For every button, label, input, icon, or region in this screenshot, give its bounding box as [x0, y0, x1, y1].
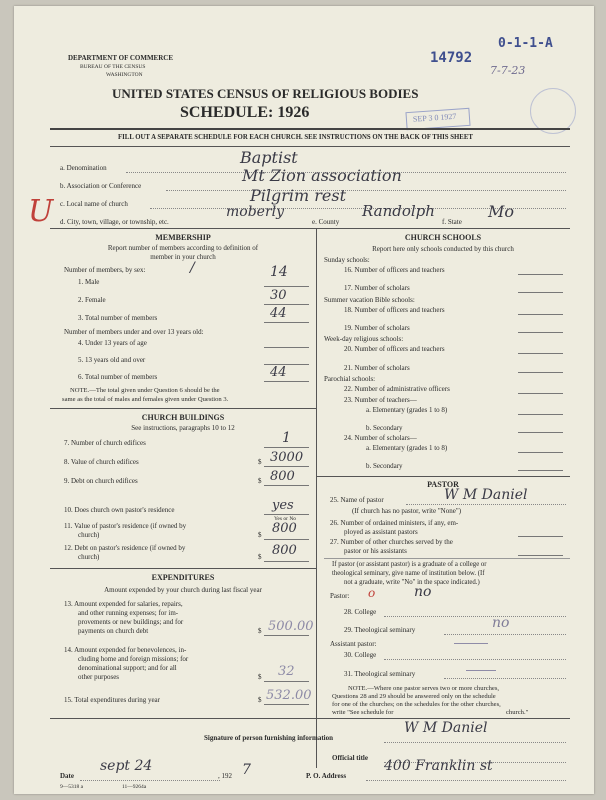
grad-note-3: not a graduate, write "No" in the space indicated.)	[344, 579, 480, 586]
po-address-value: 400 Franklin st	[384, 758, 493, 774]
q8-value: 3000	[270, 450, 304, 465]
q15-value: 532.00	[266, 688, 312, 703]
weekday-label: Week-day religious schools:	[324, 335, 404, 343]
yes-no-hint: Yes or No	[274, 516, 297, 522]
classification-code: 0-1-1-A	[498, 36, 553, 51]
male-slash: /	[190, 260, 195, 276]
q12-value: 800	[272, 543, 297, 558]
form-number: 9—5318 a	[60, 784, 84, 790]
q28-label: 28. College	[344, 608, 377, 616]
q14-value: 32	[278, 664, 295, 679]
q13-label-2: and other running expenses; for im-	[78, 609, 179, 617]
q24b-label: b. Secondary	[366, 462, 403, 470]
pastor-college-answer: no	[414, 584, 432, 600]
date-value: sept 24	[100, 758, 153, 774]
q23a-label: a. Elementary (grades 1 to 8)	[366, 406, 448, 414]
q13-dollar: $	[258, 627, 262, 635]
q12-dollar: $	[258, 553, 262, 561]
q8-dollar: $	[258, 458, 262, 466]
stamp-text: SEP 3 0 1927	[412, 111, 457, 124]
q27-label-2: pastor or his assistants	[344, 547, 407, 555]
under-over-label: Number of members under and over 13 years old:	[64, 328, 204, 336]
q11-label-2: church)	[78, 531, 100, 539]
received-stamp	[405, 108, 470, 130]
q25-note: (If church has no pastor, write "None")	[352, 507, 462, 515]
signature-value: W M Daniel	[404, 720, 488, 736]
q9-value: 800	[270, 469, 295, 484]
county-label: e. County	[312, 218, 340, 226]
q26-label-2: ployed as assistant pastors	[344, 528, 418, 536]
q1-label: 1. Male	[78, 278, 100, 286]
denomination-value: Baptist	[240, 148, 298, 167]
q3-label: 3. Total number of members	[78, 314, 158, 322]
q14-label-2: cluding home and foreign missions; for	[78, 655, 189, 663]
print-number: 11—9264a	[122, 784, 147, 790]
q11-value: 800	[272, 521, 297, 536]
pastor-title: PASTOR	[427, 480, 459, 489]
q22-label: 22. Number of administrative officers	[344, 385, 450, 393]
bureau-label: BUREAU OF THE CENSUS	[80, 64, 146, 70]
q11-dollar: $	[258, 531, 262, 539]
pastor-note-4: write "See schedule for	[332, 709, 394, 716]
q7-label: 7. Number of church edifices	[64, 439, 146, 447]
city-label: WASHINGTON	[106, 72, 143, 78]
q9-label: 9. Debt on church edifices	[64, 477, 138, 485]
q9-dollar: $	[258, 477, 262, 485]
county-value: Randolph	[362, 202, 435, 220]
q30-label: 30. College	[344, 651, 377, 659]
q16-label: 16. Number of officers and teachers	[344, 266, 445, 274]
q24a-label: a. Elementary (grades 1 to 8)	[366, 444, 448, 452]
city-field-label: d. City, town, village, or township, etc.	[60, 218, 169, 226]
pastor-note-1: NOTE.—Where one pastor serves two or more churches,	[348, 685, 500, 692]
by-sex-label: Number of members, by sex:	[64, 266, 146, 274]
schedule-title: SCHEDULE: 1926	[180, 104, 310, 121]
q11-label-1: 11. Value of pastor's residence (if owned by	[64, 522, 187, 530]
q20-label: 20. Number of officers and teachers	[344, 345, 445, 353]
pastor-sublabel: Pastor:	[330, 592, 350, 600]
q1-value: 14	[270, 264, 288, 280]
q3-value: 44	[270, 306, 287, 321]
q2-label: 2. Female	[78, 296, 106, 304]
q6-value: 44	[270, 365, 287, 380]
date-label: Date	[60, 772, 74, 780]
expenditures-title: EXPENDITURES	[151, 573, 215, 582]
q10-label: 10. Does church own pastor's residence	[64, 506, 175, 514]
pastor-note-3: for one of the churches; on the schedules for the other churches,	[332, 701, 501, 708]
q13-label-4: payments on church debt	[78, 627, 149, 635]
q7-value: 1	[282, 430, 291, 446]
grad-note-1: If pastor (or assistant pastor) is a graduate of a college or	[332, 561, 487, 568]
q19-label: 19. Number of scholars	[344, 324, 410, 332]
grad-note-2: theological seminary, give name of institution below. (If	[332, 570, 485, 577]
year-value: 7	[242, 762, 251, 778]
q18-label: 18. Number of officers and teachers	[344, 306, 445, 314]
church-name-label: c. Local name of church	[60, 200, 128, 208]
q17-label: 17. Number of scholars	[344, 284, 410, 292]
assistant-label: Assistant pastor:	[330, 640, 377, 648]
official-title-label: Official title	[332, 754, 368, 762]
q21-label: 21. Number of scholars	[344, 364, 410, 372]
q14-label-4: other purposes	[78, 673, 120, 681]
q5-label: 5. 13 years old and over	[78, 356, 146, 364]
q29-value: no	[492, 615, 510, 631]
q15-label: 15. Total expenditures during year	[64, 696, 160, 704]
membership-intro-2: member in your church	[150, 253, 216, 261]
q12-label-1: 12. Debt on pastor's residence (if owned by	[64, 544, 186, 552]
census-schedule-sheet: DEPARTMENT OF COMMERCE BUREAU OF THE CENSUS WASHINGTON UNITED STATES CENSUS OF RELIGIOUS BODIES SCHEDULE: 1926 14792 0-1-1-A 7-7-23 SEP 3 0 1927 FILL OUT A SEPARATE SCHEDULE FOR EACH CHURCH. SEE INSTRUCTIONS ON THE BACK OF THIS SHEET a. Denomination Baptist b. Association or Conference Mt Zion association c. Local name of church Pilgrim rest d. City, town, village, or township, etc. moberly e. County Randolph f. State Mo U MEMBERSHIP Report number of members according to definition of member in your church Number of members, by sex: / 1. Male 14 2. Female 30 3. Total number of members 44 Number of members under and over 13 years old: 4. Under 13 years of age 5. 13 years old and over 6. Total number of members 44 NOTE.—The total given under Question 6 should be the same as the total of males and females given under Question 3. CHURCH BUILDINGS See instructions, paragraphs 10 to 12 7. Number of church edifices 1 8. Value of church edifices $ 3000 9. Debt on church edifices $ 800 10. Does church own pastor's residence yes Yes or No 11. Value of pastor's residence (if owned by church) $ 800 12. Debt on pastor's residence (if owned by church) $ 800 EXPENDITURES Amount expended by your church during last fiscal year 13. Amount expended for salaries, repairs, and other running expenses; for im- provements or new buildings; and for payments on church debt $ 500.00 14. Amount expended for benevolences, in- cluding home and foreign missions; for denominational support; and for all other purposes $ 32 15. Total expenditures during year $ 532.00 CHURCH SCHOOLS Report here only schools conducted by this church Sunday schools: 16. Number of officers and teachers 17. Number of scholars Summer vacation Bible schools: 18. Number of officers and teachers 19. Number of scholars Week-day religious schools: 20. Number of officers and teachers 21. Number of scholars Parochial schools: 22. Number of administrative officers 23. Number of teachers— a. Elementary (grades 1 to 8) b. Secondary 24. Number of scholars— a. Elementary (grades 1 to 8) b. Secondary PASTOR 25. Name of pastor W M Daniel (If church has no pastor, write "None") 26. Number of ordained ministers, if any, em- ployed as assistant pastors 27. Number of other churches served by the pastor or his assistants If pastor (or assistant pastor) is a graduate of a college or theological seminary, give name of institution below. (If not a graduate, write "No" in the space indicated.) Pastor: o no 28. College 29. Theological seminary no Assistant pastor: 30. College 31. Theological seminary NOTE.—Where one pastor serves two or more churches, Questions 28 and 29 should be answered only on the schedule for one of the churches; on the schedules for the other churches, write "See schedule for church." Signature of person furnishing information W M Daniel Official title Date sept 24 , 192 7 P. O. Address 400 Franklin st 9—5318 a 11—9264a	[14, 6, 594, 794]
q6-label: 6. Total number of members	[78, 373, 158, 381]
membership-note-2: same as the total of males and females given under Question 3.	[62, 396, 229, 403]
instruction-line: FILL OUT A SEPARATE SCHEDULE FOR EACH CHURCH. SEE INSTRUCTIONS ON THE BACK OF THIS SHEET	[118, 134, 473, 141]
q25-label: 25. Name of pastor	[330, 496, 384, 504]
q29-label: 29. Theological seminary	[344, 626, 416, 634]
q15-dollar: $	[258, 696, 262, 704]
q14-label-1: 14. Amount expended for benevolences, in-	[64, 646, 187, 654]
q26-label-1: 26. Number of ordained ministers, if any, em-	[330, 519, 459, 527]
pastor-note-5: church."	[506, 709, 529, 716]
membership-note-1: NOTE.—The total given under Question 6 should be the	[70, 387, 220, 394]
parochial-label: Parochial schools:	[324, 375, 376, 383]
expenditures-sub: Amount expended by your church during last fiscal year	[104, 586, 262, 594]
file-number: 14792	[430, 50, 473, 66]
q13-label-1: 13. Amount expended for salaries, repairs,	[64, 600, 183, 608]
q24-label: 24. Number of scholars—	[344, 434, 417, 442]
state-label: f. State	[442, 218, 462, 226]
q8-label: 8. Value of church edifices	[64, 458, 139, 466]
q10-value: yes	[272, 498, 294, 513]
association-label: b. Association or Conference	[60, 182, 142, 190]
q14-label-3: denominational support; and for all	[78, 664, 177, 672]
q13-value: 500.00	[268, 619, 314, 634]
form-title: UNITED STATES CENSUS OF RELIGIOUS BODIES	[112, 86, 419, 101]
schools-title: CHURCH SCHOOLS	[404, 233, 482, 242]
pastor-note-2: Questions 28 and 29 should be answered only on the schedule	[332, 693, 496, 700]
city-value: moberly	[226, 204, 285, 220]
buildings-title: CHURCH BUILDINGS	[141, 413, 225, 422]
membership-title: MEMBERSHIP	[155, 233, 211, 242]
q12-label-2: church)	[78, 553, 100, 561]
q23-label: 23. Number of teachers—	[344, 396, 417, 404]
state-value: Mo	[488, 202, 515, 221]
q27-label-1: 27. Number of other churches served by the	[330, 538, 453, 546]
association-value: Mt Zion association	[242, 166, 402, 185]
denomination-label: a. Denomination	[60, 164, 107, 172]
q2-value: 30	[270, 288, 287, 303]
church-name-value: Pilgrim rest	[250, 186, 347, 205]
q14-dollar: $	[258, 673, 262, 681]
sunday-label: Sunday schools:	[324, 256, 370, 264]
q23b-label: b. Secondary	[366, 424, 403, 432]
year-prefix: , 192	[218, 772, 232, 780]
margin-mark: U	[28, 194, 54, 229]
q31-label: 31. Theological seminary	[344, 670, 416, 678]
date-note: 7-7-23	[490, 64, 526, 77]
q4-label: 4. Under 13 years of age	[78, 339, 147, 347]
summer-label: Summer vacation Bible schools:	[324, 296, 415, 304]
q13-label-3: provements or new buildings; and for	[78, 618, 184, 626]
signature-label: Signature of person furnishing information	[204, 734, 333, 742]
buildings-sub: See instructions, paragraphs 10 to 12	[131, 424, 235, 432]
department-label: DEPARTMENT OF COMMERCE	[68, 54, 174, 62]
po-address-label: P. O. Address	[306, 772, 347, 780]
q25-value: W M Daniel	[444, 487, 528, 503]
schools-intro: Report here only schools conducted by this church	[372, 245, 514, 253]
membership-intro-1: Report number of members according to definition of	[107, 244, 259, 252]
